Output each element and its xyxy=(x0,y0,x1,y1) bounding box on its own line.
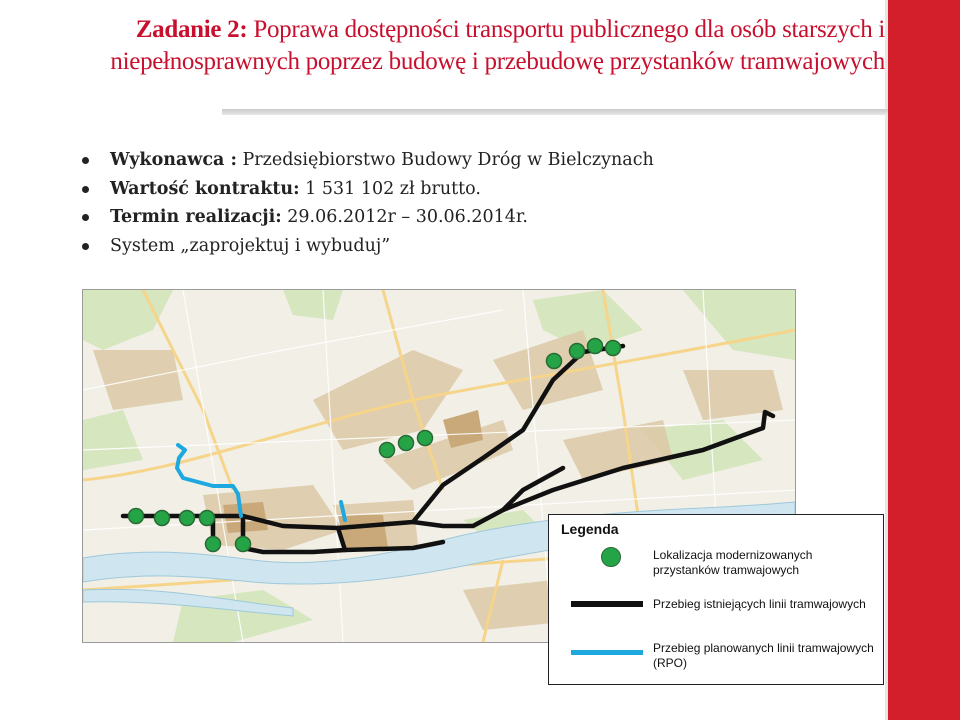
accent-bar xyxy=(888,0,960,720)
title-lead: Zadanie 2: xyxy=(135,16,248,43)
bullet-value: 29.06.2012r – 30.06.2014r. xyxy=(281,207,528,227)
stop-marker xyxy=(206,537,221,552)
legend-existing-line-icon xyxy=(571,601,643,607)
slide-title xyxy=(100,14,885,78)
stop-marker xyxy=(606,341,621,356)
stop-marker xyxy=(399,436,414,451)
bullet-contract-value xyxy=(78,175,654,204)
title-underline xyxy=(222,109,888,115)
legend-title: Legenda xyxy=(561,521,619,537)
legend-planned-label: Przebieg planowanych linii tramwajowych (RPO) xyxy=(653,641,874,670)
title-rest: Poprawa dostępności transportu publicznego dla osób starszych i niepełnosprawnych poprzez budowę i przebudowę przystanków tramwajowych xyxy=(110,16,885,75)
bullet-value: 1 531 102 zł brutto. xyxy=(299,178,481,199)
bullet-system xyxy=(78,232,654,261)
bullet-dot xyxy=(82,243,89,250)
bullet-dot xyxy=(82,157,89,164)
stop-marker xyxy=(547,354,562,369)
stop-marker xyxy=(418,431,433,446)
map-legend xyxy=(548,514,884,685)
bullet-label: Wartość kontraktu: xyxy=(110,178,300,199)
stop-marker xyxy=(588,339,603,354)
bullet-dot xyxy=(82,186,89,193)
bullet-value: System „zaprojektuj i wybuduj” xyxy=(110,235,391,256)
bullet-contractor xyxy=(78,146,654,175)
legend-stop-icon xyxy=(601,547,621,567)
stop-marker xyxy=(380,443,395,458)
details-list xyxy=(78,146,654,260)
bullet-dot xyxy=(82,214,89,221)
stop-marker xyxy=(570,344,585,359)
bullet-value: Przedsiębiorstwo Budowy Dróg w Bielczynach xyxy=(236,150,654,170)
stop-marker xyxy=(236,537,251,552)
legend-planned-line-icon xyxy=(571,650,643,655)
bullet-label: Termin realizacji: xyxy=(110,207,282,227)
legend-stops-label: Lokalizacja modernizowanych przystanków tramwajowych xyxy=(653,548,813,577)
legend-existing-label: Przebieg istniejących linii tramwajowych xyxy=(653,597,866,611)
bullet-deadline xyxy=(78,203,654,232)
stop-marker xyxy=(129,509,144,524)
stop-marker xyxy=(200,511,215,526)
bullet-label: Wykonawca : xyxy=(110,150,237,170)
stop-marker xyxy=(155,511,170,526)
stop-marker xyxy=(180,511,195,526)
